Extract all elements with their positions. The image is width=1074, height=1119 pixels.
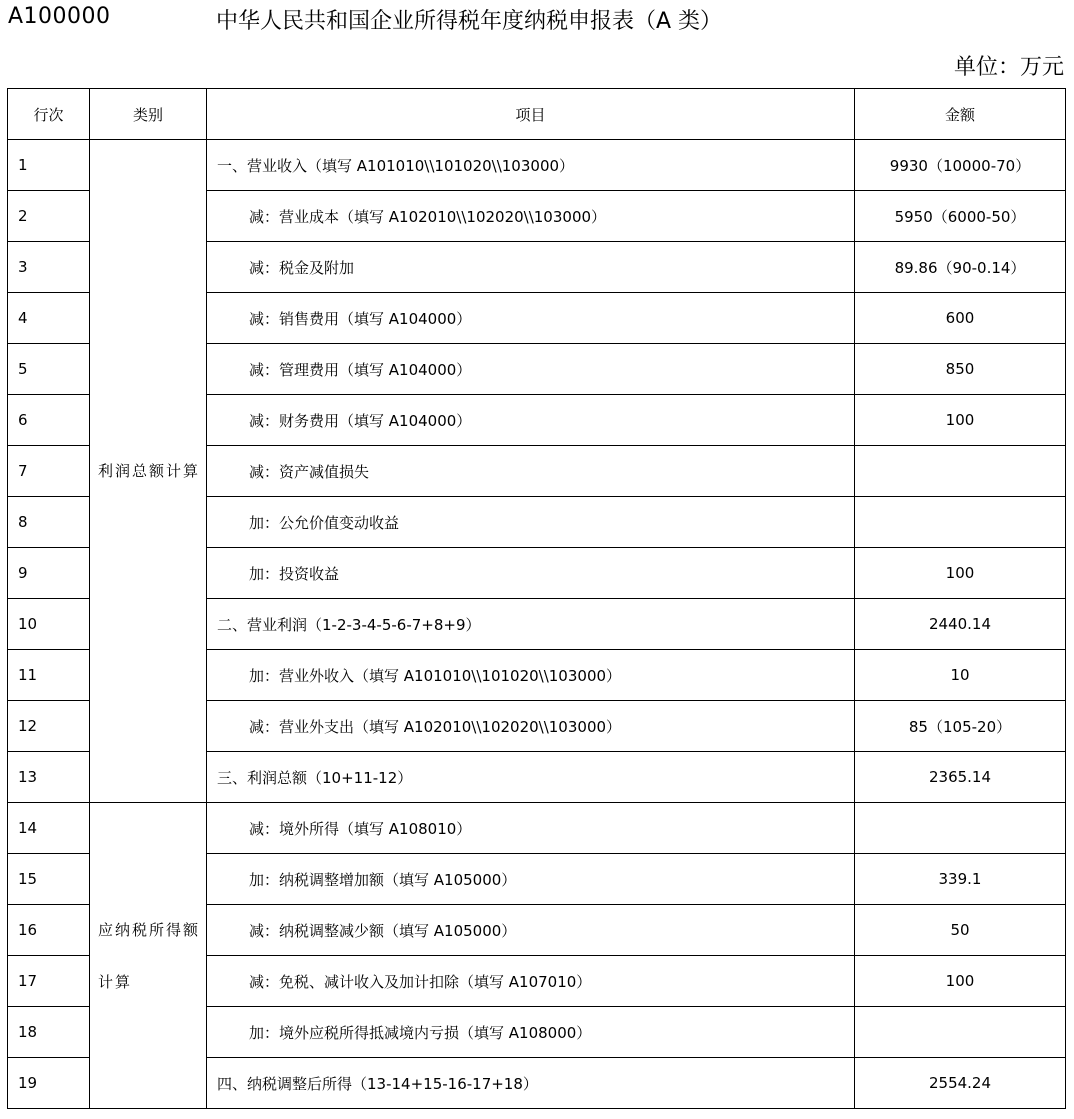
category-cell: 利润总额计算 — [90, 140, 207, 803]
amount-value: 9930（10000-70） — [855, 140, 1066, 191]
item-description: 加：纳税调整增加额（填写 A105000） — [207, 854, 855, 905]
item-description: 减：销售费用（填写 A104000） — [207, 293, 855, 344]
amount-value — [855, 803, 1066, 854]
column-header-category: 类别 — [90, 89, 207, 140]
line-number: 9 — [8, 548, 90, 599]
amount-value: 10 — [855, 650, 1066, 701]
amount-value — [855, 1007, 1066, 1058]
item-description: 四、纳税调整后所得（13-14+15-16-17+18） — [207, 1058, 855, 1109]
line-number: 7 — [8, 446, 90, 497]
line-number: 4 — [8, 293, 90, 344]
line-number: 1 — [8, 140, 90, 191]
item-description: 减：纳税调整减少额（填写 A105000） — [207, 905, 855, 956]
amount-value: 100 — [855, 395, 1066, 446]
item-description: 加：营业外收入（填写 A101010\\101020\\103000） — [207, 650, 855, 701]
amount-value: 85（105-20） — [855, 701, 1066, 752]
category-cell: 应纳税所得额计算 — [90, 803, 207, 1109]
line-number: 18 — [8, 1007, 90, 1058]
amount-value: 850 — [855, 344, 1066, 395]
column-header-amount: 金额 — [855, 89, 1066, 140]
item-description: 减：营业外支出（填写 A102010\\102020\\103000） — [207, 701, 855, 752]
item-description: 减：营业成本（填写 A102010\\102020\\103000） — [207, 191, 855, 242]
line-number: 8 — [8, 497, 90, 548]
item-description: 三、利润总额（10+11-12） — [207, 752, 855, 803]
table-row — [8, 140, 1066, 191]
unit-label: 单位：万元 — [953, 55, 1064, 80]
line-number: 12 — [8, 701, 90, 752]
amount-value: 100 — [855, 956, 1066, 1007]
amount-value: 89.86（90-0.14） — [855, 242, 1066, 293]
form-header — [0, 0, 1074, 40]
item-description: 减：税金及附加 — [207, 242, 855, 293]
form-title: 中华人民共和国企业所得税年度纳税申报表（A 类） — [216, 9, 723, 34]
line-number: 15 — [8, 854, 90, 905]
column-header-item: 项目 — [207, 89, 855, 140]
amount-value: 50 — [855, 905, 1066, 956]
item-description: 减：资产减值损失 — [207, 446, 855, 497]
line-number: 17 — [8, 956, 90, 1007]
table-row — [8, 803, 1066, 854]
tax-return-table — [7, 88, 1066, 1109]
line-number: 2 — [8, 191, 90, 242]
table-header-row — [8, 89, 1066, 140]
line-number: 16 — [8, 905, 90, 956]
line-number: 5 — [8, 344, 90, 395]
item-description: 一、营业收入（填写 A101010\\101020\\103000） — [207, 140, 855, 191]
amount-value: 100 — [855, 548, 1066, 599]
item-description: 减：免税、减计收入及加计扣除（填写 A107010） — [207, 956, 855, 1007]
amount-value: 2554.24 — [855, 1058, 1066, 1109]
item-description: 加：境外应税所得抵减境内亏损（填写 A108000） — [207, 1007, 855, 1058]
item-description: 二、营业利润（1-2-3-4-5-6-7+8+9） — [207, 599, 855, 650]
item-description: 加：投资收益 — [207, 548, 855, 599]
amount-value — [855, 446, 1066, 497]
amount-value: 339.1 — [855, 854, 1066, 905]
amount-value: 2440.14 — [855, 599, 1066, 650]
line-number: 13 — [8, 752, 90, 803]
item-description: 减：境外所得（填写 A108010） — [207, 803, 855, 854]
line-number: 3 — [8, 242, 90, 293]
item-description: 加：公允价值变动收益 — [207, 497, 855, 548]
amount-value: 5950（6000-50） — [855, 191, 1066, 242]
line-number: 6 — [8, 395, 90, 446]
item-description: 减：管理费用（填写 A104000） — [207, 344, 855, 395]
line-number: 11 — [8, 650, 90, 701]
column-header-line: 行次 — [8, 89, 90, 140]
line-number: 10 — [8, 599, 90, 650]
amount-value — [855, 497, 1066, 548]
line-number: 19 — [8, 1058, 90, 1109]
line-number: 14 — [8, 803, 90, 854]
amount-value: 2365.14 — [855, 752, 1066, 803]
amount-value: 600 — [855, 293, 1066, 344]
form-code: A100000 — [8, 4, 111, 29]
item-description: 减：财务费用（填写 A104000） — [207, 395, 855, 446]
